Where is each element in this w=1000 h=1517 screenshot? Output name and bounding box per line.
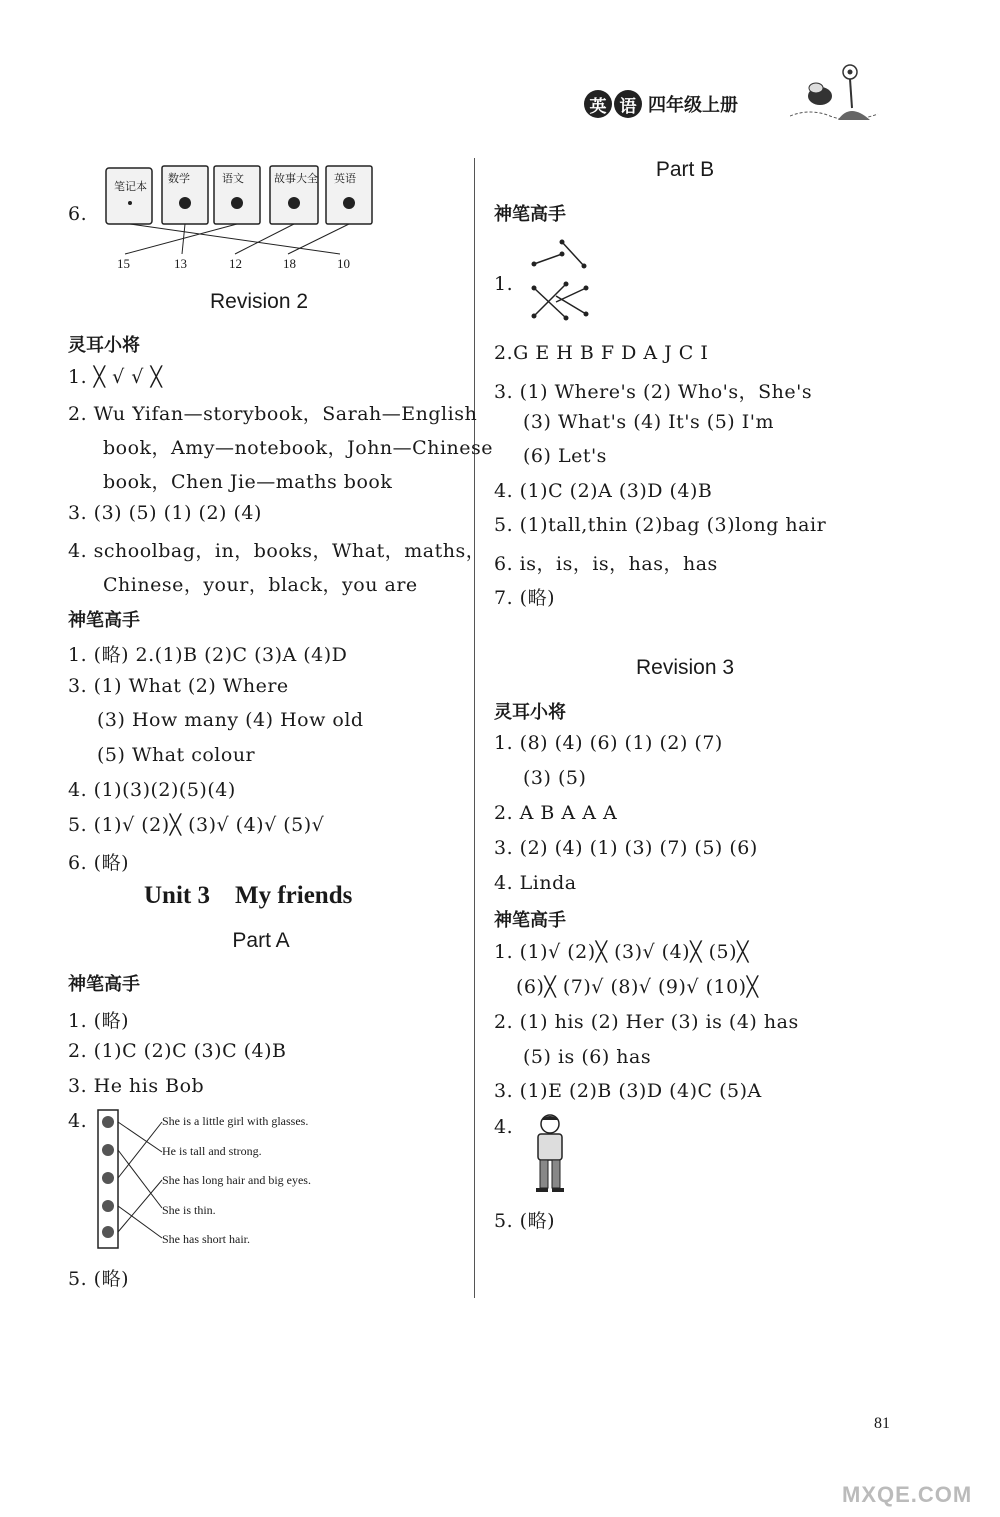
subject-char-1: 英	[584, 90, 612, 118]
revision2-write-heading: 神笔高手	[68, 610, 140, 631]
description-sentence: She is thin.	[162, 1203, 216, 1217]
book-title-1: 笔记本	[114, 181, 147, 193]
dot-matching-figure	[526, 236, 596, 326]
answer-line: 2.G E H B F D A J C I	[494, 342, 709, 364]
description-sentence: She is a little girl with glasses.	[162, 1114, 309, 1128]
answer-line: 7. (略)	[494, 587, 555, 609]
answer-line: 2. (1)C (2)C (3)C (4)B	[68, 1040, 287, 1062]
answer-line: 4. schoolbag，in，books，What，maths，	[68, 540, 486, 562]
answer-line: 1. (8) (4) (6) (1) (2) (7)	[494, 732, 723, 754]
match-number-1: 15	[117, 256, 130, 271]
answer-line: book，Amy—notebook，John—Chinese	[103, 437, 493, 459]
revision2-listen-heading: 灵耳小将	[68, 335, 140, 356]
grade-label: 四年级上册	[648, 95, 738, 116]
answer-line: 4. Linda	[494, 872, 577, 894]
answer-line: (3) How many (4) How old	[97, 709, 364, 731]
answer-line: Chinese，your，black，you are	[103, 574, 418, 596]
partB-title: Part B	[655, 158, 715, 181]
answer-line: (5) What colour	[97, 744, 256, 766]
subject-char-2: 语	[614, 90, 642, 118]
answer-line: 3. (1) What (2) Where	[68, 675, 289, 697]
column-divider	[474, 158, 475, 1298]
unit3-write-heading: 神笔高手	[68, 974, 140, 995]
revision3-title: Revision 3	[635, 656, 735, 679]
item4-label: 4.	[68, 1110, 88, 1132]
book-title-4: 故事大全	[274, 173, 318, 185]
answer-line: 5. (略)	[68, 1268, 129, 1290]
answer-line: 1. ╳ √ √ ╳	[68, 366, 163, 388]
answer-line: book，Chen Jie—maths book	[103, 471, 393, 493]
revision2-title: Revision 2	[209, 290, 309, 313]
unit3-partA: Part A	[232, 929, 290, 952]
book-title-3: 语文	[222, 173, 244, 185]
answer-line: 2. A B A A A	[494, 802, 618, 824]
book-title-5: 英语	[334, 173, 356, 185]
description-sentence: She has long hair and big eyes.	[162, 1173, 311, 1187]
answer-line: (5) is (6) has	[523, 1046, 652, 1068]
answer-line: 1. (略) 2.(1)B (2)C (3)A (4)D	[68, 644, 348, 666]
boy-figure	[528, 1112, 572, 1194]
answer-line: 5. (1)tall,thin (2)bag (3)long hair	[494, 514, 827, 536]
watermark: MXQE.COM	[842, 1482, 973, 1507]
page-number: 81	[874, 1415, 890, 1432]
match-number-4: 18	[283, 256, 296, 271]
answer-line: 5. (1)√ (2)╳ (3)√ (4)√ (5)√	[68, 814, 325, 836]
answer-line: 6. (略)	[68, 852, 129, 874]
answer-line: 3. (2) (4) (1) (3) (7) (5) (6)	[494, 837, 758, 859]
revision3-item4-label: 4.	[494, 1116, 514, 1138]
answer-line: (3) (5)	[523, 767, 587, 789]
match-number-3: 12	[229, 256, 242, 271]
answer-line: 2. Wu Yifan—storybook，Sarah—English	[68, 403, 478, 425]
revision3-write-heading: 神笔高手	[494, 910, 566, 931]
bee-flower-decoration	[790, 58, 880, 128]
answer-line: (3) What's (4) It's (5) I'm	[523, 411, 774, 433]
answer-line: 2. (1) his (2) Her (3) is (4) has	[494, 1011, 799, 1033]
answer-line: 3. (1) Where's (2) Who's，She's	[494, 381, 813, 403]
description-sentence: She has short hair.	[162, 1232, 250, 1246]
answer-line: (6)╳ (7)√ (8)√ (9)√ (10)╳	[516, 976, 759, 998]
answer-line: 3. He his Bob	[68, 1075, 205, 1097]
answer-line: 3. (3) (5) (1) (2) (4)	[68, 502, 262, 524]
partB-write-heading: 神笔高手	[494, 204, 566, 225]
description-sentence: He is tall and strong.	[162, 1144, 262, 1158]
book-title-2: 数学	[168, 173, 190, 185]
match-number-5: 10	[337, 256, 350, 271]
answer-line: (6) Let's	[523, 445, 607, 467]
answer-line: 4. (1)C (2)A (3)D (4)B	[494, 480, 713, 502]
answer-line: 3. (1)E (2)B (3)D (4)C (5)A	[494, 1080, 762, 1102]
partB-item1-label: 1.	[494, 273, 514, 295]
revision3-listen-heading: 灵耳小将	[494, 702, 566, 723]
answer-line: 6. is，is，is，has，has	[494, 553, 718, 575]
item6-label: 6.	[68, 203, 88, 225]
page-header	[584, 90, 738, 118]
answer-line: 5. (略)	[494, 1210, 555, 1232]
answer-line: 1. (1)√ (2)╳ (3)√ (4)╳ (5)╳	[494, 941, 749, 963]
answer-line: 1. (略)	[68, 1010, 129, 1032]
answer-line: 4. (1)(3)(2)(5)(4)	[68, 779, 236, 801]
match-number-2: 13	[174, 256, 187, 271]
unit3-title: Unit 3 My friends	[144, 882, 353, 909]
